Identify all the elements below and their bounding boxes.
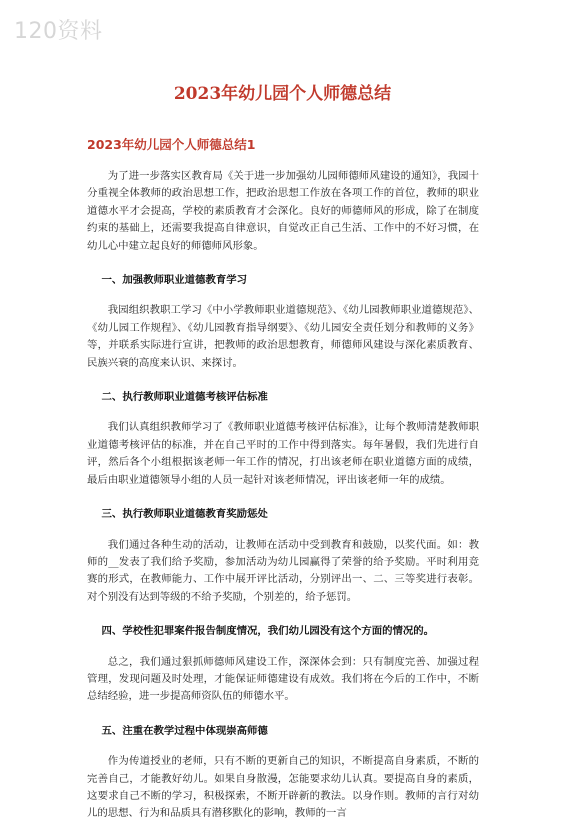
paragraph-5: 作为传道授业的老师，只有不断的更新自己的知识，不断提高自身素质，不断的完善自己，才能教好幼儿。如果自身散漫，怎能要求幼儿认真。要提高自身的素质，这要求自己不断的学习，积极探索，不断开辟新的教法。以身作则。教师的言行对幼儿的思想、行为和品质具有潜移默化的影响，教师的一言 (87, 755, 479, 820)
watermark: 120资料 (14, 19, 103, 44)
paragraph-4: 总之，我们通过狠抓师德师风建设工作，深深体会到：只有制度完善、加强过程管理，发现问题及时处理，才能保证师德建设有成效。我们将在今后的工作中，不断总结经验，进一步提高师资队伍的师德水平。 (87, 655, 479, 703)
heading-1: 一、加强教师职业道德教育学习 (101, 274, 248, 287)
intro-paragraph: 为了进一步落实区教育局《关于进一步加强幼儿园师德师风建设的通知》，我园十分重视全体教师的政治思想工作，把政治思想工作放在各项工作的首位，教师的职业道德水平才会提高，学校的素质教育才会深化。良好的师德师风的形成，除了在制度约束的基础上，还需要我提高自律意识，自觉改正自己生活、工作中的不好习惯，在幼儿心中建立起良好的师德师风形象。 (87, 170, 479, 252)
heading-3: 三、执行教师职业道德教育奖励惩处 (101, 508, 268, 521)
heading-5: 五、注重在教学过程中体现崇高师德 (101, 724, 268, 737)
section-title: 2023年幼儿园个人师德总结1 (87, 137, 256, 152)
paragraph-2: 我们认真组织教师学习了《教师职业道德考核评估标准》，让每个教师清楚教师职业道德考核评估的标准，并在自己平时的工作中得到落实。每年暑假，我们先进行自评，然后各个小组根据该老师一年工作的情况，打出该老师在职业道德方面的成绩，最后由职业道德领导小组的人员一起针对该老师情况，评出该老师一年的成绩。 (87, 421, 479, 486)
document-title: 2023年幼儿园个人师德总结 (173, 84, 392, 104)
heading-2: 二、执行教师职业道德考核评估标准 (101, 391, 268, 404)
heading-4: 四、学校性犯罪案件报告制度情况，我们幼儿园没有这个方面的情况的。 (101, 625, 435, 638)
paragraph-3: 我们通过各种生动的活动，让教师在活动中受到教育和鼓励，以奖代面。如：教师的__发表了我们给予奖励，参加活动为幼儿园赢得了荣誉的给予奖励。平时利用竞赛的形式，在教师能力、工作中展开评比活动，分别评出一、二、三等奖进行表彰。对个别没有达到等级的不给予奖励，个别差的，给予惩罚。 (87, 538, 479, 603)
paragraph-1: 我园组织教职工学习《中小学教师职业道德规范》、《幼儿园教师职业道德规范》、《幼儿园工作规程》、《幼儿园教育指导纲要》、《幼儿园安全责任划分和教师的义务》等，并联系实际进行宣讲，把教师的政治思想教育，师德师风建设与深化素质教育、民族兴衰的高度来认识、来探讨。 (87, 304, 479, 369)
document-body (87, 168, 479, 840)
